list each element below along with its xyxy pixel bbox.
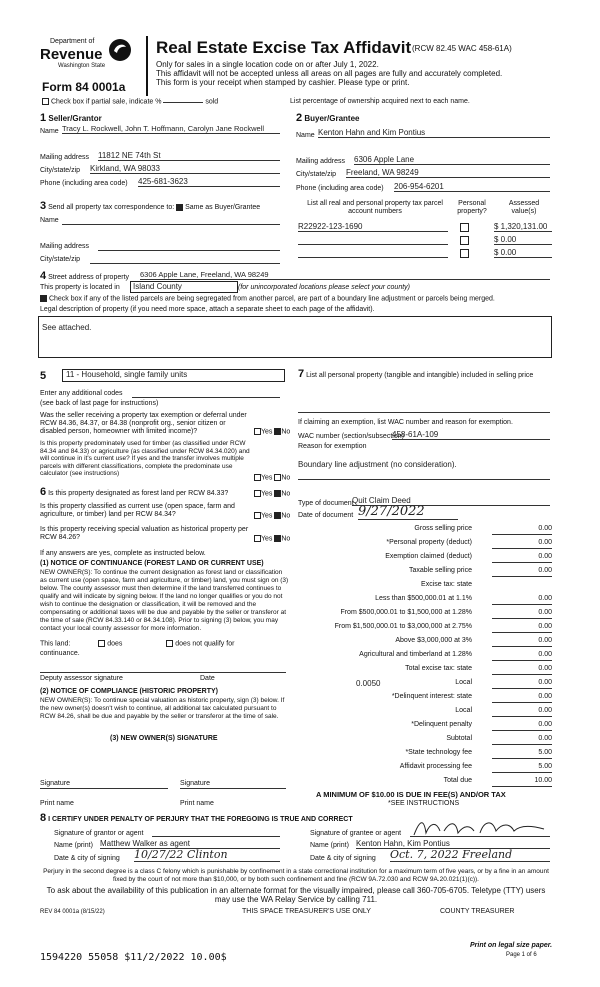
additional-codes-label: Enter any additional codes (40, 390, 123, 397)
tax-row-bracket2 (300, 609, 552, 620)
county-treasurer-label: COUNTY TREASURER (440, 908, 515, 915)
tax-row-total-due (300, 777, 552, 788)
partial-sale-row (42, 98, 218, 106)
grantor-name-label: Name (print) (54, 842, 93, 849)
tax-value-field[interactable]: 0.00 (492, 721, 552, 731)
form-number: Form 84 0001a (42, 80, 126, 94)
segregation-checkbox[interactable] (40, 295, 47, 302)
sec3-city-label: City/state/zip (40, 256, 81, 263)
ownership-note: List percentage of ownership acquired next to each name. (290, 98, 470, 105)
no-label: No (281, 428, 291, 436)
timber-yes-checkbox[interactable] (254, 474, 261, 481)
buyer-mailing-field[interactable]: 6306 Apple Lane (354, 155, 550, 165)
tax-value-field[interactable]: 0.00 (492, 609, 552, 619)
assessed-value-field[interactable]: $ 0.00 (494, 248, 552, 258)
parcel-col3-header: Assessed value(s) (508, 200, 540, 215)
forest-yes-checkbox[interactable] (254, 490, 261, 497)
no-label: No (281, 490, 291, 498)
open-yes-checkbox[interactable] (254, 512, 261, 519)
tax-label: Local (455, 707, 472, 714)
tax-row-total-state (300, 665, 552, 676)
use-code-select[interactable]: 11 - Household, single family units (62, 369, 285, 382)
tax-label: Excise tax: state (421, 581, 472, 588)
perjury-notice: Perjury in the second degree is a class C felony which is punishable by confinement in a state correctional institution for a maximum term of five years, or by a fine in an amount fixed by the court of not more than $10,000, or by both such confinement and fine (RCW 9A.72.030 and RCW 9A.20.021(1)(c)). (43, 868, 549, 883)
grantee-signature (410, 817, 550, 839)
assessed-value-field[interactable]: $ 0.00 (494, 235, 552, 245)
sec3-name-field[interactable] (62, 216, 280, 225)
seller-heading-label: Seller/Grantor (48, 114, 102, 123)
section-3-number: 3 (40, 200, 47, 212)
partial-percent-field[interactable] (163, 102, 203, 103)
certify-statement: I CERTIFY UNDER PENALTY OF PERJURY THAT THE FOREGOING IS TRUE AND CORRECT (48, 816, 353, 823)
reason-label: Reason for exemption (298, 443, 367, 450)
personal-property-checkbox[interactable] (460, 236, 469, 245)
doc-type-label: Type of document (298, 500, 354, 507)
tax-label: Subtotal (446, 735, 472, 742)
yes-label: Yes (261, 512, 273, 520)
grantee-name-field[interactable]: Kenton Hahn, Kim Pontius (356, 839, 550, 849)
grantee-signature-label: Signature of grantee or agent (310, 830, 402, 837)
no-label: No (281, 535, 291, 543)
tax-row-agricultural (300, 651, 552, 662)
claim-exemption-label: If claiming an exemption, list WAC number and reason for exemption. (298, 419, 513, 426)
grantor-name-field[interactable]: Matthew Walker as agent (100, 839, 280, 849)
logo-dept: Department of (50, 38, 95, 45)
tax-row-taxable (300, 567, 552, 578)
wa-logo-icon (108, 38, 132, 62)
timber-question: Is this property predominately used for timber (as classified under RCW 84.34 and 84.33) or agriculture (as classified under RCW 84.34.020) and will continue in it's current use? If yes and the transfer involves multiple parcels with different classifications, complete the predominate use calculator (see instructions) (40, 440, 250, 477)
form-title: Real Estate Excise Tax Affidavit (156, 38, 412, 57)
sec3-heading (40, 200, 260, 212)
open-space-answer (254, 512, 290, 520)
forest-question: Is this property designated as forest land per RCW 84.33? (48, 490, 229, 497)
tax-value-field[interactable]: 0.00 (492, 623, 552, 633)
tax-value-field[interactable]: 0.00 (492, 707, 552, 717)
tax-row-processing-fee (300, 763, 552, 774)
does-checkbox[interactable] (98, 640, 105, 647)
header-line2: This affidavit will not be accepted unless all areas on all pages are fully and accurately completed. (156, 69, 503, 78)
notice3-title: (3) NEW OWNER(S) SIGNATURE (110, 735, 218, 742)
does-label: does (107, 640, 123, 648)
partial-sale-checkbox[interactable] (42, 98, 49, 105)
tax-row-interest-state (300, 693, 552, 704)
continuance-label: continuance. (40, 650, 80, 657)
buyer-city-label: City/state/zip (296, 171, 337, 178)
tax-row-bracket1 (300, 595, 552, 606)
buyer-name-label: Name (296, 132, 315, 139)
logo-revenue: Revenue (40, 46, 103, 63)
this-land-label: This land: (40, 640, 71, 648)
header-divider (146, 36, 148, 96)
yes-label: Yes (261, 490, 273, 498)
tax-row-personal (300, 539, 552, 550)
tax-label: Taxable selling price (408, 567, 472, 574)
tax-label: *Personal property (deduct) (386, 539, 472, 546)
street-label: Street address of property (48, 274, 130, 281)
if-yes-note: If any answers are yes, complete as instructed below. (40, 550, 206, 557)
owner2-print-label: Print name (180, 800, 214, 807)
doc-date-field[interactable]: 9/27/2022 (358, 504, 458, 520)
grantee-signature-field[interactable] (410, 827, 550, 837)
deputy-date-label: Date (200, 675, 215, 682)
seller-name-label: Name (40, 128, 59, 135)
no-label: No (281, 474, 291, 482)
reason-field[interactable]: Boundary line adjustment (no consideration). (298, 460, 457, 469)
tax-value-field[interactable]: 10.00 (492, 777, 552, 787)
notice1-body: NEW OWNER(S): To continue the current designation as forest land or classification as current use (open space, farm and agriculture, or timber) land, you must sign on (3) below. The county assessor must then determine if the land transferred continues to qualify and will indicate by signing below. If the land no longer qualifies or you do not wish to continue the designation or classification, it will be removed and the compensating or additional taxes will be due and payable by the seller or transferor at the time of sale (RCW 84.33.140 or 84.34.108). Prior to signing (3) below, you may contact your local county assessor for more information. (40, 569, 289, 632)
no-label: No (281, 512, 291, 520)
section-7-number: 7 (298, 368, 305, 380)
county-label: This property is located in (40, 284, 120, 291)
sec8-certify-row (40, 812, 353, 824)
tax-row-tech-fee (300, 749, 552, 760)
parcel-row-2 (298, 235, 552, 246)
tax-label: Above $3,000,000 at 3% (395, 637, 472, 644)
tax-value-field[interactable]: 0.00 (492, 567, 552, 577)
personal-property-checkbox[interactable] (460, 223, 469, 232)
tax-value-field[interactable]: 5.00 (492, 763, 552, 773)
buyer-mailing-label: Mailing address (296, 158, 346, 165)
does-not-checkbox[interactable] (166, 640, 173, 647)
grantee-date-field[interactable]: Oct. 7, 2022 Freeland (390, 848, 550, 862)
section-6-number: 6 (40, 486, 47, 498)
buyer-city-field[interactable]: Freeland, WA 98249 (346, 168, 550, 178)
tax-label: *Delinquent penalty (411, 721, 472, 728)
tax-label: Agricultural and timberland at 1.28% (359, 651, 472, 658)
tax-row-excise-header (300, 581, 552, 592)
sec3-name-label: Name (40, 217, 59, 224)
tax-label: *State technology fee (405, 749, 472, 756)
revenue-logo (40, 34, 135, 82)
exemption-yes-checkbox[interactable] (254, 428, 261, 435)
owner1-signature-label: Signature (40, 780, 70, 787)
notice2-title: (2) NOTICE OF COMPLIANCE (HISTORIC PROPERTY) (40, 688, 218, 695)
tax-label: *Delinquent interest: state (391, 693, 472, 700)
recording-stamp: 1594220 55058 $11/2/2022 10.00$ (40, 952, 227, 963)
owner2-signature-label: Signature (180, 780, 210, 787)
open-space-question: Is this property classified as current use (open space, farm and agriculture, or timber) land per RCW 84.34? (40, 503, 235, 518)
timber-answer (254, 474, 290, 482)
partial-label-b: sold (205, 98, 219, 106)
legal-description-field[interactable] (38, 316, 552, 358)
forest-question-row (40, 488, 252, 498)
header-line3: This form is your receipt when stamped by cashier. Please type or print. (156, 78, 410, 87)
historic-question: Is this property receiving special valuation as historical property per RCW 84.26? (40, 526, 249, 541)
county-note: (for unincorporated locations please select your county) (238, 284, 410, 291)
tax-label: Total due (443, 777, 472, 784)
parcel-col2-header: Personal property? (457, 200, 487, 215)
tax-row-subtotal (300, 735, 552, 746)
form-citation: (RCW 82.45 WAC 458-61A) (412, 44, 512, 53)
yes-label: Yes (261, 535, 273, 543)
same-as-buyer-label: Same as Buyer/Grantee (185, 204, 261, 211)
seller-city-field[interactable]: Kirkland, WA 98033 (90, 164, 280, 174)
sec3-heading-label: Send all property tax correspondence to: (48, 204, 175, 211)
wac-label: WAC number (section/subsection) (298, 433, 404, 440)
sec7-heading-row (298, 370, 550, 380)
availability-notice: To ask about the availability of this publication in an alternate format for the visually impaired, please call 360-705-6705. Teletype (TTY) users may use the WA Relay Service by calling 711. (46, 886, 546, 904)
tax-label: Affidavit processing fee (399, 763, 472, 770)
header-line1: Only for sales in a single location code on or after July 1, 2022. (156, 60, 379, 69)
tax-value-field[interactable]: 0.00 (492, 637, 552, 647)
segregation-label: Check box if any of the listed parcels are being segregated from another parcel, are part of a boundary line adjustment or parcels being merged. (48, 295, 495, 303)
buyer-heading (296, 112, 360, 124)
reason-line (298, 478, 550, 480)
tax-label: From $500,000.01 to $1,500,000 at 1.28% (340, 609, 472, 616)
deputy-signature-field[interactable] (40, 664, 286, 673)
section-5-number: 5 (40, 370, 47, 382)
parcel-number-field[interactable] (298, 248, 448, 258)
deputy-label: Deputy assessor signature (40, 675, 123, 682)
tax-row-local (300, 679, 552, 690)
seller-heading (40, 112, 102, 124)
grantor-signature-field[interactable] (152, 827, 280, 837)
see-back-note: (see back of last page for instructions) (40, 400, 159, 407)
tax-value-field[interactable]: 0.00 (492, 735, 552, 745)
grantor-date-label: Date & city of signing (54, 855, 120, 862)
tax-value-field[interactable]: 0.00 (492, 679, 552, 689)
buyer-phone-label: Phone (including area code) (296, 185, 384, 192)
section-2-number: 2 (296, 112, 303, 124)
tax-label: Exemption claimed (deduct) (385, 553, 472, 560)
tax-row-bracket4 (300, 637, 552, 648)
yes-label: Yes (261, 474, 273, 482)
seller-mailing-label: Mailing address (40, 154, 90, 161)
grantor-date-field[interactable]: 10/27/22 Clinton (134, 848, 280, 862)
additional-codes-field[interactable] (132, 389, 280, 398)
buyer-name-field[interactable]: Kenton Hahn and Kim Pontius (318, 128, 550, 138)
seller-phone-label: Phone (including area code) (40, 180, 128, 187)
legal-description-label: Legal description of property (if you need more space, attach a separate sheet to each page of the affidavit). (40, 306, 375, 313)
wac-field[interactable]: 458-61A-109 (392, 430, 550, 440)
minimum-note: A MINIMUM OF $10.00 IS DUE IN FEE(S) AND/OR TAX (316, 790, 506, 799)
sec7-heading: List all personal property (tangible and intangible) included in selling price (306, 372, 534, 379)
grantor-signature-label: Signature of grantor or agent (54, 830, 144, 837)
segregation-row (40, 295, 495, 303)
seller-mailing-field[interactable]: 11812 NE 74th St (98, 151, 280, 161)
section-8-number: 8 (40, 812, 47, 824)
yes-label: Yes (261, 428, 273, 436)
tax-value-field[interactable]: 0.00 (492, 595, 552, 605)
local-rate: 0.0050 (356, 679, 381, 688)
parcel-number-field[interactable]: R22922-123-1690 (298, 222, 448, 232)
tax-value-field[interactable]: 0.00 (492, 539, 552, 549)
tax-value-field[interactable]: 0.00 (492, 525, 552, 535)
tax-value-field[interactable]: 5.00 (492, 749, 552, 759)
doc-date-label: Date of document (298, 512, 354, 519)
partial-label-a: Check box if partial sale, indicate % (50, 98, 162, 106)
seller-phone-field[interactable]: 425-681-3623 (138, 177, 280, 187)
county-select[interactable]: Island County (130, 281, 238, 293)
historic-answer (254, 535, 290, 543)
tax-value-field[interactable]: 0.00 (492, 693, 552, 703)
print-legal-note: Print on legal size paper. (470, 942, 553, 949)
logo-state: Washington State (58, 63, 106, 69)
grantee-name-label: Name (print) (310, 842, 349, 849)
does-not-label: does not qualify for (175, 640, 235, 648)
revision-label: REV 84 0001a (8/15/22) (40, 909, 105, 915)
seller-name-field[interactable]: Tracy L. Rockwell, John T. Hoffmann, Carolyn Jane Rockwell (62, 124, 280, 134)
section-1-number: 1 (40, 112, 47, 124)
this-land-row (40, 640, 234, 648)
street-address-field[interactable]: 6306 Apple Lane, Freeland, WA 98249 (140, 270, 550, 280)
tax-value-field[interactable]: 0.00 (492, 665, 552, 675)
parcel-number-field[interactable] (298, 235, 448, 245)
sec4-street-row (40, 270, 129, 282)
notice2-body: NEW OWNER(S): To continue special valuation as historic property, sign (3) below. If the new owner(s) doesn't wish to continue, all additional tax calculated pursuant to RCW 84.26, shall be due and payable by the seller or transferor at the time of sale. (40, 697, 285, 720)
parcel-col1-header: List all real and personal property tax parcel account numbers (307, 200, 443, 215)
see-instructions: *SEE INSTRUCTIONS (388, 800, 460, 807)
sec3-mailing-field[interactable] (98, 242, 280, 251)
tax-label: Total excise tax: state (405, 665, 472, 672)
tax-row-gross (300, 525, 552, 536)
tax-value-field[interactable]: 0.00 (492, 651, 552, 661)
tax-row-penalty (300, 721, 552, 732)
page-number: Page 1 of 6 (506, 952, 537, 958)
exemption-answer (254, 428, 290, 436)
same-as-buyer-checkbox[interactable] (176, 204, 183, 211)
personal-property-field[interactable] (298, 404, 550, 413)
tax-row-exemption (300, 553, 552, 564)
personal-property-checkbox[interactable] (460, 249, 469, 258)
seller-city-label: City/state/zip (40, 167, 81, 174)
forest-answer (254, 490, 290, 498)
tax-label: From $1,500,000.01 to $3,000,000 at 2.75% (334, 623, 472, 630)
buyer-heading-label: Buyer/Grantee (304, 114, 360, 123)
doc-type-field[interactable]: Quit Claim Deed (352, 496, 550, 506)
treasurer-only-label: THIS SPACE TREASURER'S USE ONLY (242, 908, 371, 915)
sec3-city-field[interactable] (90, 255, 280, 264)
sec3-mailing-label: Mailing address (40, 243, 90, 250)
owner1-print-label: Print name (40, 800, 74, 807)
grantee-date-label: Date & city of signing (310, 855, 376, 862)
parcel-row-3 (298, 248, 552, 259)
tax-label: Gross selling price (414, 525, 472, 532)
notice1-title: (1) NOTICE OF CONTINUANCE (FOREST LAND OR CURRENT USE) (40, 560, 264, 567)
buyer-phone-field[interactable]: 206-954-6201 (394, 182, 550, 192)
section-4-number: 4 (40, 270, 47, 282)
legal-description-text: See attached. (42, 323, 92, 332)
tax-label: Local (455, 679, 472, 686)
assessed-value-field[interactable]: $ 1,320,131.00 (494, 222, 552, 232)
tax-value-field[interactable]: 0.00 (492, 553, 552, 563)
tax-row-bracket3 (300, 623, 552, 634)
tax-label: Less than $500,000.01 at 1.1% (375, 595, 472, 602)
parcel-row-1 (298, 222, 552, 233)
historic-yes-checkbox[interactable] (254, 535, 261, 542)
exemption-question: Was the seller receiving a property tax exemption or deferral under RCW 84.36, 84.37, or 84.38 (nonprofit org., senior citizen or disabled person, homeowner with limited income)? (40, 412, 247, 435)
tax-row-interest-local (300, 707, 552, 718)
